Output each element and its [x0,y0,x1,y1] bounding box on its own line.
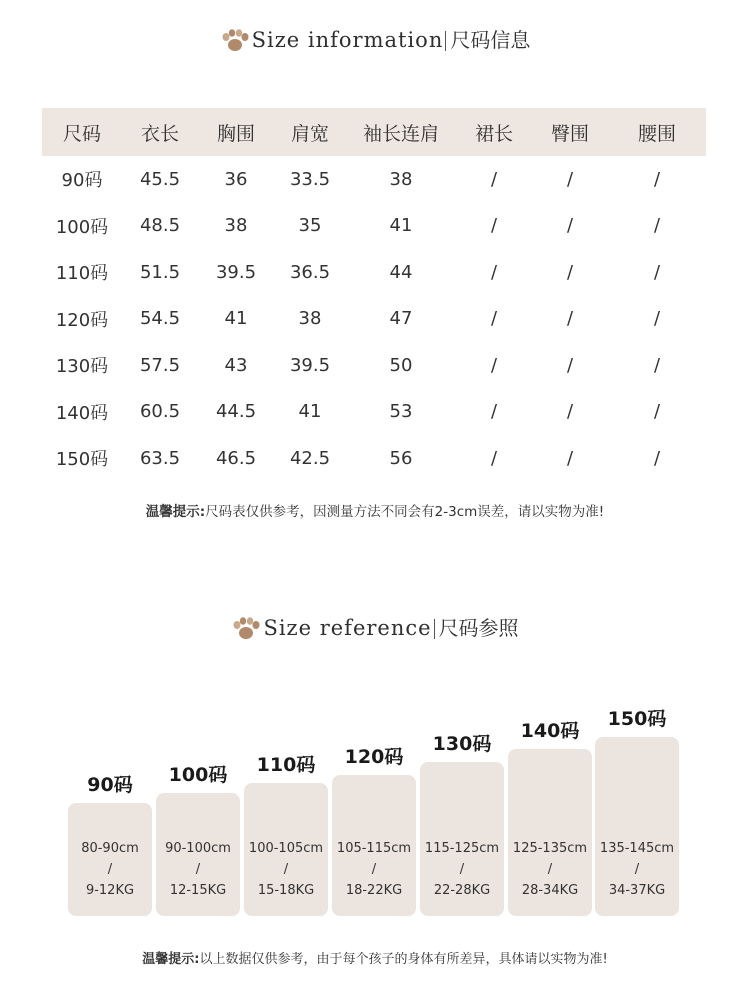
header-length: 衣长 [140,122,179,145]
reference-height: 125-135cm [512,841,588,856]
table-cell: / [653,215,661,237]
table-cell: 47 [389,308,413,330]
size-reference-label: 120码 [344,746,404,768]
table-cell: 42.5 [289,447,331,469]
table-cell: / [566,354,574,376]
table-cell: 46.5 [215,447,257,469]
reference-weight: 18-22KG [345,883,403,898]
title-en: Size information [251,28,444,52]
reference-sep: / [634,862,640,877]
table-cell: / [566,168,574,190]
table-cell: 39.5 [289,354,331,376]
header-waist: 腰围 [637,122,676,145]
note-label: 温馨提示: [142,952,200,967]
reference-sep: / [459,862,465,877]
table-cell: 44.5 [215,401,257,423]
table-cell: / [490,401,498,423]
note-text: 以上数据仅供参考，由于每个孩子的身体有所差异，具体请以实物为准! [199,952,608,967]
size-reference-column [156,0,240,916]
title-en: Size reference [263,616,432,640]
table-cell: / [490,261,498,283]
table-cell: 120码 [55,309,109,331]
table-cell: 36 [224,168,248,190]
table-cell: / [653,168,661,190]
table-cell: 41 [298,401,322,423]
size-reference-details [332,838,416,901]
table-cell: 51.5 [139,261,181,283]
reference-weight: 15-18KG [257,883,315,898]
table-cell: / [490,168,498,190]
reference-height: 135-145cm [599,841,675,856]
size-reference-details [508,838,592,901]
table-cell: 130码 [55,356,109,378]
size-reference-details [595,838,679,901]
table-cell: / [653,354,661,376]
table-cell: / [566,401,574,423]
reference-sep: / [107,862,113,877]
table-cell: 43 [224,354,248,376]
size-reference-column [420,0,504,916]
size-reference-column [508,0,592,916]
size-reference-label: 90码 [87,774,133,796]
reference-height: 115-125cm [424,841,500,856]
title-cn: 尺码参照 [438,616,519,640]
table-cell: 35 [298,215,322,237]
table-cell: 38 [224,215,248,237]
table-cell: 57.5 [139,354,181,376]
header-skirt: 裙长 [474,122,513,145]
header-size: 尺码 [62,122,101,145]
size-reference-details [156,838,240,901]
table-cell: / [490,215,498,237]
note-label: 温馨提示: [145,504,206,520]
table-cell: 33.5 [289,168,331,190]
size-reference-details [68,838,152,901]
reference-weight: 9-12KG [85,883,135,898]
table-cell: 38 [389,168,413,190]
size-reference-label: 110码 [256,754,316,776]
size-reference-details [420,838,504,901]
table-cell: 53 [389,401,413,423]
table-cell: 60.5 [139,401,181,423]
table-cell: / [566,215,574,237]
size-reference-column [595,0,679,916]
reference-height: 80-90cm [81,841,139,856]
reference-sep: / [195,862,201,877]
reference-height: 90-100cm [165,841,231,856]
table-cell: / [653,401,661,423]
size-reference-details [244,838,328,901]
size-reference-column [332,0,416,916]
table-cell: / [653,308,661,330]
reference-sep: / [371,862,377,877]
table-cell: 140码 [55,402,109,424]
size-reference-column [244,0,328,916]
table-cell: 54.5 [139,308,181,330]
reference-weight: 12-15KG [169,883,227,898]
table-cell: / [566,447,574,469]
table-cell: 50 [389,354,413,376]
table-cell: 41 [224,308,248,330]
size-reference-label: 130码 [432,733,492,755]
table-cell: 38 [298,308,322,330]
table-cell: 45.5 [139,168,181,190]
table-cell: 90码 [61,170,103,192]
table-cell: 48.5 [139,215,181,237]
size-reference-label: 140码 [520,720,580,742]
table-cell: 150码 [55,449,109,471]
size-reference-label: 150码 [607,708,667,730]
reference-weight: 28-34KG [521,883,579,898]
table-cell: / [566,261,574,283]
table-cell: / [490,354,498,376]
reference-sep: / [283,862,289,877]
table-cell: 41 [389,215,413,237]
reference-height: 105-115cm [336,841,412,856]
reference-height: 100-105cm [248,841,324,856]
header-hip: 臀围 [550,122,589,145]
table-cell: 39.5 [215,261,257,283]
table-cell: 44 [389,261,413,283]
table-cell: 63.5 [139,447,181,469]
size-reference-label: 100码 [168,764,228,786]
table-cell: / [653,261,661,283]
title-cn: 尺码信息 [450,28,531,52]
table-cell: / [566,308,574,330]
header-chest: 胸围 [216,122,255,145]
size-reference-column [68,0,152,916]
reference-weight: 22-28KG [433,883,491,898]
size-reference-note [0,948,750,967]
reference-sep: / [547,862,553,877]
reference-weight: 34-37KG [608,883,666,898]
table-cell: / [653,447,661,469]
table-cell: 36.5 [289,261,331,283]
table-cell: / [490,308,498,330]
header-shoulder: 肩宽 [290,122,329,145]
table-cell: 100码 [55,216,109,238]
table-cell: / [490,447,498,469]
header-sleeve: 袖长连肩 [362,122,439,145]
table-cell: 56 [389,447,413,469]
table-cell: 110码 [55,263,109,285]
note-text: 尺码表仅供参考，因测量方法不同会有2-3cm误差，请以实物为准! [205,504,605,520]
